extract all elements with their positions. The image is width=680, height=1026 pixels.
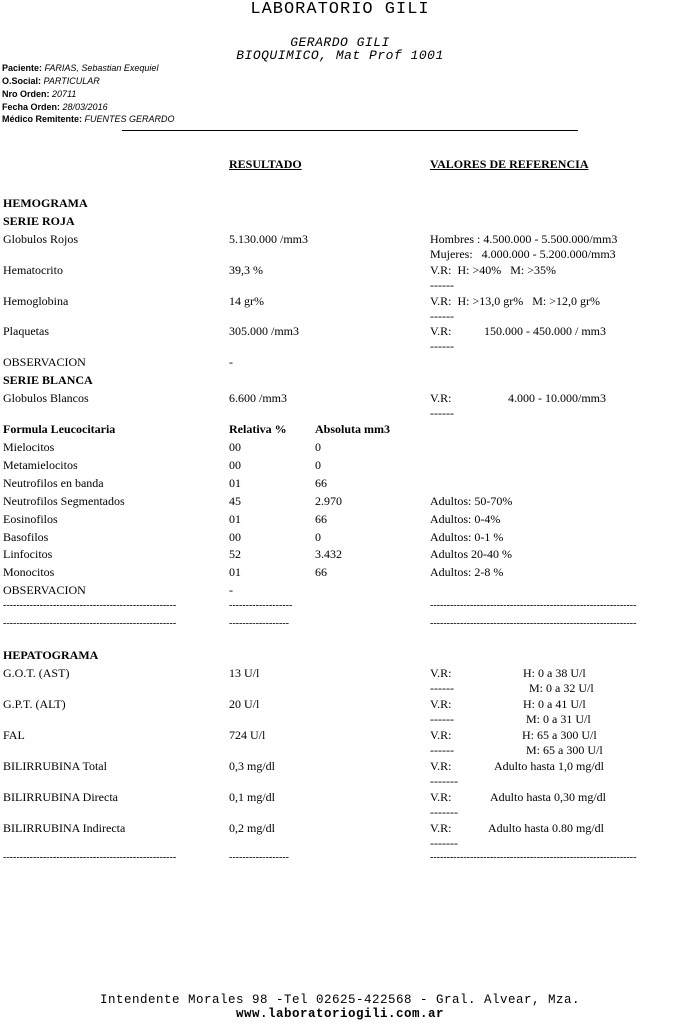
formula-row-relative: 01 xyxy=(229,476,241,490)
formula-row-label: Basofilos xyxy=(3,530,49,544)
header-divider xyxy=(122,130,578,131)
formula-row-absolute: 66 xyxy=(315,512,327,526)
hep-row-value: 0,1 mg/dl xyxy=(229,790,276,804)
formula-row-label: Metamielocitos xyxy=(3,458,78,472)
hep-row-reference-2: M: 0 a 31 U/l xyxy=(526,712,591,726)
row-reference-dashes: ------ xyxy=(430,339,454,353)
relative-column-header: Relativa % xyxy=(229,422,287,436)
row-reference: 4.000 - 10.000/mm3 xyxy=(508,391,606,405)
row-value: 6.600 /mm3 xyxy=(229,391,288,405)
hep-row-label: G.O.T. (AST) xyxy=(3,666,70,680)
order-date: Fecha Orden: 28/03/2016 xyxy=(2,102,108,112)
formula-row-relative: 52 xyxy=(229,547,241,561)
row-value: 14 gr% xyxy=(229,294,264,308)
hep-row-label: BILIRRUBINA Indirecta xyxy=(3,821,126,835)
hep-row-reference: H: 0 a 41 U/l xyxy=(523,697,586,711)
row-reference: Hombres : 4.500.000 - 5.500.000/mm3 xyxy=(430,232,618,246)
row-label: Globulos Blancos xyxy=(3,391,89,405)
formula-row-label: Monocitos xyxy=(3,565,55,579)
row-reference-dashes: ------ xyxy=(430,406,454,420)
hep-row-reference-dashes: ------ xyxy=(430,712,454,726)
hep-row-reference-label: V.R: xyxy=(430,790,452,804)
formula-row-absolute: 3.432 xyxy=(315,547,342,561)
row-reference: V.R: H: >40% M: >35% xyxy=(430,263,556,277)
patient-name: Paciente: FARIAS, Sebastian Exequiel xyxy=(2,63,159,73)
formula-row-absolute: 2.970 xyxy=(315,494,342,508)
hep-row-reference-label: V.R: xyxy=(430,821,452,835)
referring-doctor: Médico Remitente: FUENTES GERARDO xyxy=(2,114,175,124)
separator-line: -------------------------------------------------------------- xyxy=(430,852,637,863)
formula-row-absolute: 0 xyxy=(315,440,321,454)
patient-insurance: O.Social: PARTICULAR xyxy=(2,76,100,86)
formula-row-reference: Adultos 20-40 % xyxy=(430,547,512,561)
hep-row-reference-dashes: ------ xyxy=(430,681,454,695)
formula-row-label: Neutrofilos en banda xyxy=(3,476,104,490)
formula-observation-value: - xyxy=(229,583,233,597)
formula-row-label: Linfocitos xyxy=(3,547,53,561)
formula-row-relative: 00 xyxy=(229,458,241,472)
hep-row-value: 13 U/l xyxy=(229,666,260,680)
formula-row-relative: 00 xyxy=(229,530,241,544)
formula-observation-label: OBSERVACION xyxy=(3,583,86,597)
row-label: Globulos Rojos xyxy=(3,232,79,246)
formula-row-relative: 00 xyxy=(229,440,241,454)
order-number: Nro Orden: 20711 xyxy=(2,89,77,99)
separator-line: ---------------------------------------------------- xyxy=(3,618,177,629)
hep-row-label: G.P.T. (ALT) xyxy=(3,697,66,711)
hep-row-value: 724 U/l xyxy=(229,728,266,742)
hep-row-reference: H: 65 a 300 U/l xyxy=(522,728,597,742)
formula-row-absolute: 0 xyxy=(315,530,321,544)
doctor-credentials: BIOQUIMICO, Mat Prof 1001 xyxy=(236,48,444,63)
formula-title: Formula Leucocitaria xyxy=(3,422,116,436)
hep-row-reference-label: V.R: xyxy=(430,666,452,680)
separator-line: -------------------------------------------------------------- xyxy=(430,600,637,611)
hep-row-reference-dashes: ------ xyxy=(430,743,454,757)
row-value: - xyxy=(229,355,233,369)
hep-row-label: FAL xyxy=(3,728,25,742)
result-column-header: RESULTADO xyxy=(229,157,302,171)
formula-row-label: Neutrofilos Segmentados xyxy=(3,494,125,508)
hep-row-reference-label: V.R: xyxy=(430,697,452,711)
row-label: Hematocrito xyxy=(3,263,63,277)
hep-row-value: 0,2 mg/dl xyxy=(229,821,276,835)
separator-line: ---------------------------------------------------- xyxy=(3,852,177,863)
reference-column-header: VALORES DE REFERENCIA xyxy=(430,157,589,171)
separator-line: ------------------- xyxy=(229,600,293,611)
hep-row-reference-dashes: ------- xyxy=(430,836,458,850)
row-reference: V.R: H: >13,0 gr% M: >12,0 gr% xyxy=(430,294,600,308)
formula-row-label: Mielocitos xyxy=(3,440,55,454)
formula-row-reference: Adultos: 50-70% xyxy=(430,494,513,508)
formula-row-absolute: 66 xyxy=(315,565,327,579)
hep-row-reference-label: V.R: xyxy=(430,759,452,773)
row-value: 5.130.000 /mm3 xyxy=(229,232,309,246)
separator-line: ------------------ xyxy=(229,618,289,629)
formula-row-absolute: 66 xyxy=(315,476,327,490)
formula-row-relative: 01 xyxy=(229,512,241,526)
formula-row-reference: Adultos: 2-8 % xyxy=(430,565,504,579)
footer-website: www.laboratoriogili.com.ar xyxy=(235,1007,445,1021)
row-reference-dashes: ------ xyxy=(430,278,454,292)
row-label: Hemoglobina xyxy=(3,294,69,308)
footer-address: Intendente Morales 98 -Tel 02625-422568 - Gral. Alvear, Mza. xyxy=(99,993,581,1007)
separator-line: ---------------------------------------------------- xyxy=(3,600,177,611)
serie-blanca-title: SERIE BLANCA xyxy=(3,373,93,387)
row-value: 39,3 % xyxy=(229,263,263,277)
formula-row-absolute: 0 xyxy=(315,458,321,472)
serie-roja-title: SERIE ROJA xyxy=(3,214,75,228)
row-value: 305.000 /mm3 xyxy=(229,324,300,338)
row-reference-label: V.R: xyxy=(430,391,452,405)
lab-name: LABORATORIO GILI xyxy=(250,0,430,19)
hemograma-title: HEMOGRAMA xyxy=(3,196,88,210)
row-reference-2: Mujeres: 4.000.000 - 5.200.000/mm3 xyxy=(430,247,616,261)
hep-row-reference: Adulto hasta 0,30 mg/dl xyxy=(490,790,606,804)
row-reference-label: V.R: xyxy=(430,324,452,338)
separator-line: ------------------ xyxy=(229,852,289,863)
hep-row-reference-dashes: ------- xyxy=(430,805,458,819)
hep-row-value: 0,3 mg/dl xyxy=(229,759,276,773)
hep-row-reference-2: M: 65 a 300 U/l xyxy=(526,743,603,757)
formula-row-reference: Adultos: 0-1 % xyxy=(430,530,504,544)
formula-row-reference: Adultos: 0-4% xyxy=(430,512,501,526)
separator-line: -------------------------------------------------------------- xyxy=(430,618,637,629)
hep-row-reference-2: M: 0 a 32 U/l xyxy=(529,681,594,695)
hep-row-label: BILIRRUBINA Directa xyxy=(3,790,118,804)
row-reference-dashes: ------ xyxy=(430,309,454,323)
formula-row-relative: 01 xyxy=(229,565,241,579)
hep-row-label: BILIRRUBINA Total xyxy=(3,759,107,773)
hep-row-reference: Adulto hasta 0.80 mg/dl xyxy=(488,821,604,835)
row-label: OBSERVACION xyxy=(3,355,86,369)
hepatograma-title: HEPATOGRAMA xyxy=(3,648,99,662)
hep-row-value: 20 U/l xyxy=(229,697,260,711)
hep-row-reference-label: V.R: xyxy=(430,728,452,742)
formula-row-relative: 45 xyxy=(229,494,241,508)
hep-row-reference: Adulto hasta 1,0 mg/dl xyxy=(494,759,604,773)
doctor-name: GERARDO GILI xyxy=(290,35,390,50)
absolute-column-header: Absoluta mm3 xyxy=(315,422,391,436)
hep-row-reference: H: 0 a 38 U/l xyxy=(523,666,586,680)
hep-row-reference-dashes: ------- xyxy=(430,774,458,788)
row-label: Plaquetas xyxy=(3,324,49,338)
formula-row-label: Eosinofilos xyxy=(3,512,58,526)
row-reference: 150.000 - 450.000 / mm3 xyxy=(484,324,606,338)
